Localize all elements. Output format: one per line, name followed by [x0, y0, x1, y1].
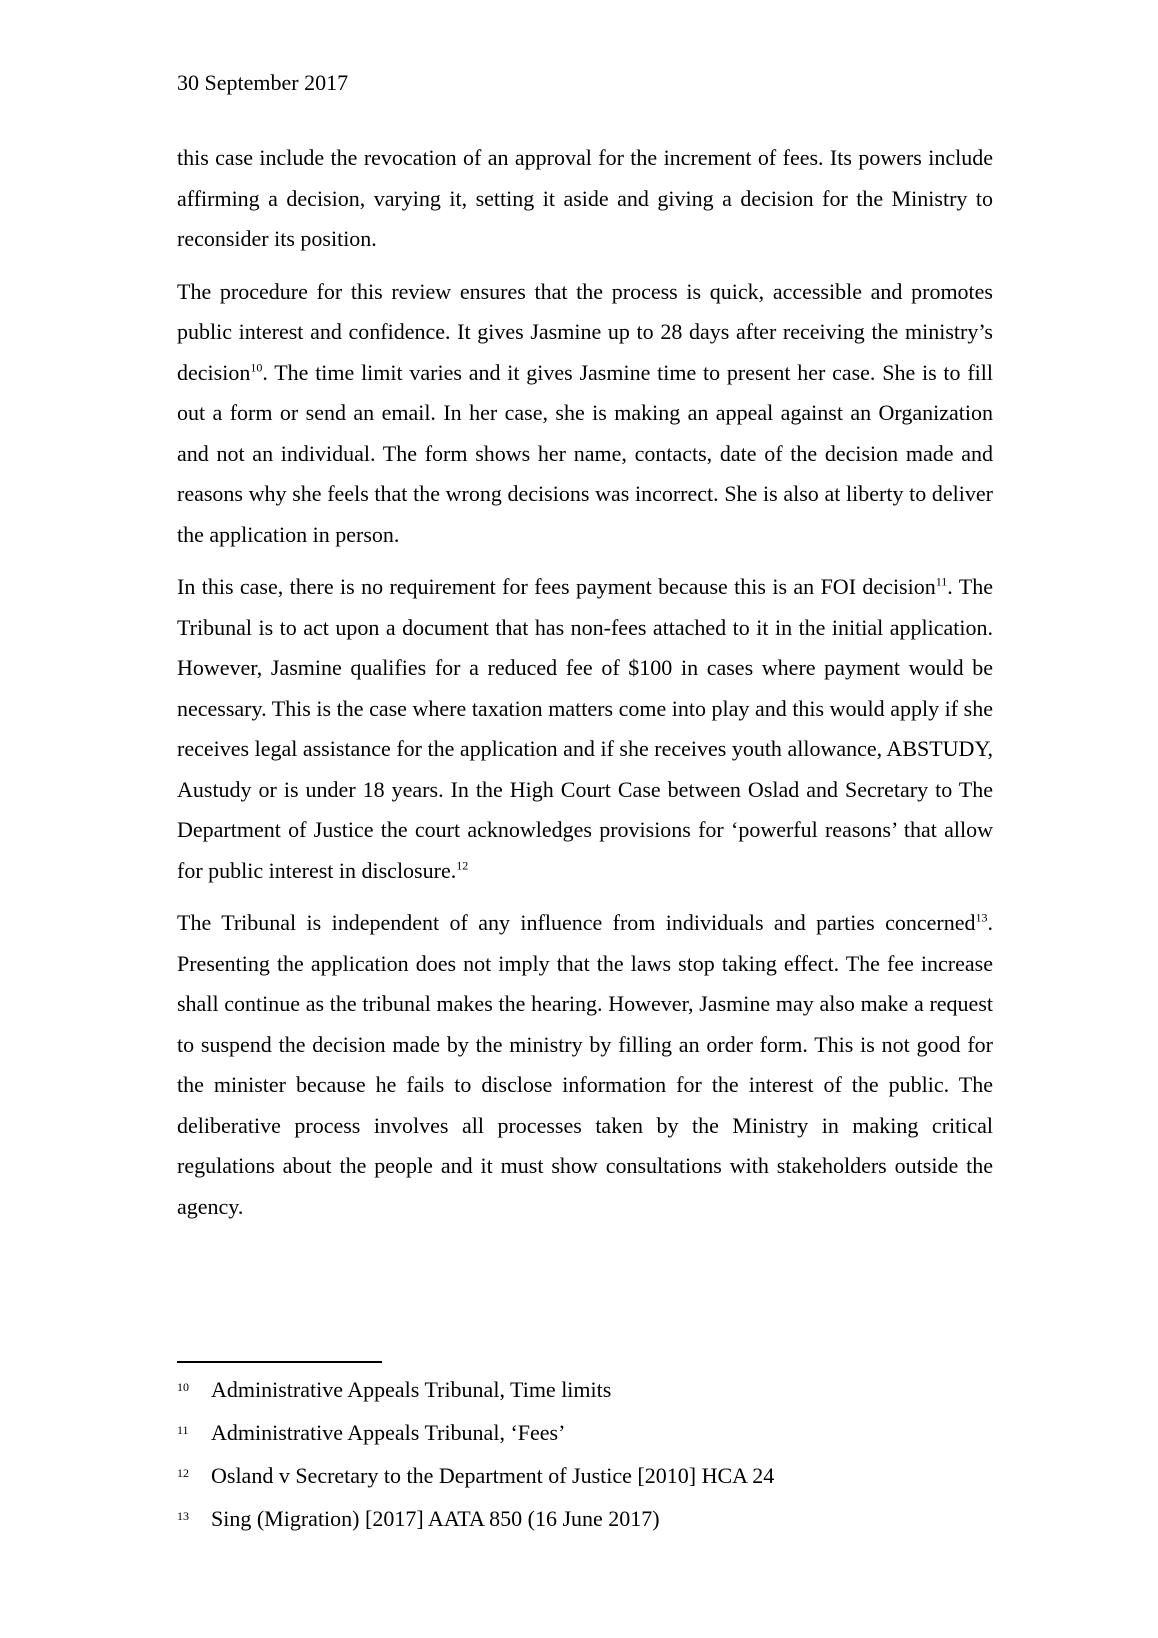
footnote-text: Administrative Appeals Tribunal, ‘Fees’	[211, 1420, 566, 1445]
footnote-text: Osland v Secretary to the Department of Justice [2010] HCA 24	[211, 1463, 775, 1488]
footnote-text: Sing (Migration) [2017] AATA 850 (16 June 2017)	[211, 1506, 660, 1531]
footnote-separator	[177, 1361, 382, 1363]
paragraph-text: In this case, there is no requirement for fees payment because this is an FOI decision	[177, 574, 936, 599]
footnote-ref[interactable]: 11	[935, 574, 948, 589]
paragraph	[177, 272, 993, 556]
footnote-number: 11	[177, 1423, 189, 1437]
paragraph-text: The Tribunal is independent of any influence from individuals and parties concerned	[177, 910, 976, 935]
paragraph-text: The procedure for this review ensures that the process is quick, accessible and promotes public interest and confidence. It gives Jasmine up to 28 days after receiving the ministry’s decision	[177, 278, 993, 385]
paragraph-text: . The time limit varies and it gives Jasmine time to present her case. She is to fill out a form or send an email. In her case, she is making an appeal against an Organization and not an individual. The form shows her name, contacts, date of the decision made and reasons why she feels that the wrong decisions was incorrect. She is also at liberty to deliver the application in person.	[177, 359, 993, 547]
footnote-item	[177, 1456, 993, 1499]
paragraph	[177, 903, 993, 1227]
page-header-date: 30 September 2017	[177, 70, 349, 95]
paragraph-text: . The Tribunal is to act upon a document that has non-fees attached to it in the initial application. However, Jasmine qualifies for a reduced fee of $100 in cases where payment would be necessary. This is the case where taxation matters come into play and this would apply if she receives legal assistance for the application and if she receives youth allowance, ABSTUDY, Austudy or is under 18 years. In the High Court Case between Oslad and Secretary to The Department of Justice the court acknowledges provisions for ‘powerful reasons’ that allow for public interest in disclosure.	[177, 574, 993, 883]
footnote-number: 13	[177, 1509, 189, 1523]
footnote-number: 10	[177, 1380, 189, 1394]
footnote-item	[177, 1499, 993, 1542]
footnotes	[177, 1370, 993, 1542]
footnote-ref[interactable]: 13	[975, 910, 988, 925]
paragraph	[177, 138, 993, 260]
footnote-text: Administrative Appeals Tribunal, Time limits	[211, 1377, 612, 1402]
body-text	[177, 138, 993, 1239]
footnote-ref[interactable]: 12	[456, 858, 469, 873]
footnote-item	[177, 1370, 993, 1413]
footnote-ref[interactable]: 10	[250, 360, 263, 375]
footnote-item	[177, 1413, 993, 1456]
paragraph	[177, 567, 993, 891]
paragraph-text: this case include the revocation of an approval for the increment of fees. Its powers include affirming a decision, varying it, setting it aside and giving a decision for the Ministry to reconsider its position.	[177, 145, 993, 251]
paragraph-text: . Presenting the application does not imply that the laws stop taking effect. The fee increase shall continue as the tribunal makes the hearing. However, Jasmine may also make a request to suspend the decision made by the ministry by filling an order form. This is not good for the minister because he fails to disclose information for the interest of the public. The deliberative process involves all processes taken by the Ministry in making critical regulations about the people and it must show consultations with stakeholders outside the agency.	[177, 910, 993, 1219]
footnote-number: 12	[177, 1466, 189, 1480]
